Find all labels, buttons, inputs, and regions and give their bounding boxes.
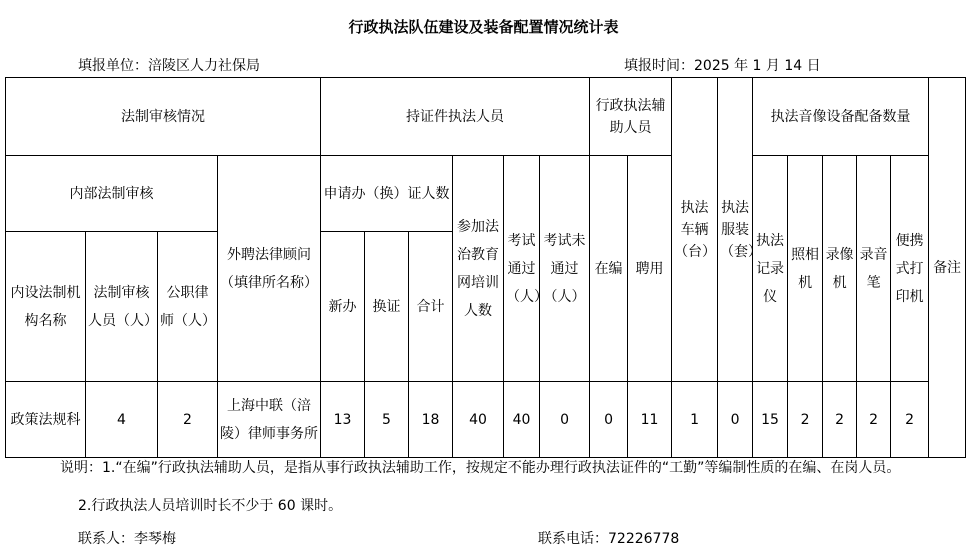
cell-exam-pass: 40 [504,382,540,458]
contact-phone: 联系电话：72226778 [538,531,680,547]
header-cert-staff: 持证件执法人员 [321,78,590,156]
cell-review-staff: 4 [86,382,158,458]
cell-audio-pen: 2 [857,382,891,458]
cell-total: 18 [409,382,453,458]
page-title: 行政执法队伍建设及装备配置情况统计表 [348,18,619,36]
cell-training: 40 [453,382,504,458]
header-in-staff: 在编 [590,156,628,382]
header-legal-review: 法制审核情况 [6,78,321,156]
cell-recorder: 15 [753,382,788,458]
contact-person: 联系人：李琴梅 [78,531,176,547]
header-printer: 便携式打印机 [891,156,929,382]
cell-printer: 2 [891,382,929,458]
cell-external-counsel: 上海中联（涪陵）律师事务所 [218,382,321,458]
report-time: 填报时间：2025 年 1 月 14 日 [624,58,821,74]
header-exam-pass: 考试通过（人） [504,156,540,382]
report-unit: 填报单位：涪陵区人力社保局 [78,58,260,74]
cell-hired: 11 [628,382,672,458]
header-av-equipment: 执法音像设备配备数量 [753,78,929,156]
header-renew-cert: 换证 [365,232,409,382]
header-audio-pen: 录音笔 [857,156,891,382]
header-dept-name: 内设法制机构名称 [6,232,86,382]
cell-uniform: 0 [718,382,753,458]
note-line-1: 说明：1.“在编”行政执法辅助人员，是指从事行政执法辅助工作，按规定不能办理行政执法证件的“工勤”等编制性质的在编、在岗人员。 [60,460,901,476]
header-vehicles: 执法车辆（台） [672,78,718,382]
header-total: 合计 [409,232,453,382]
cell-exam-fail: 0 [540,382,590,458]
header-exam-fail: 考试未通过（人） [540,156,590,382]
header-aux-staff: 行政执法辅助人员 [590,78,672,156]
header-review-staff: 法制审核人员（人） [86,232,158,382]
header-camera: 照相机 [788,156,823,382]
header-uniform: 执法服装（套） [718,78,753,382]
header-training: 参加法治教育网培训人数 [453,156,504,382]
note-line-2: 2.行政执法人员培训时长不少于 60 课时。 [78,498,343,514]
header-new-cert: 新办 [321,232,365,382]
cell-dept-name: 政策法规科 [6,382,86,458]
header-apply-cert: 申请办（换）证人数 [321,156,453,232]
header-remark: 备注 [929,78,966,458]
header-hired: 聘用 [628,156,672,382]
cell-renew-cert: 5 [365,382,409,458]
header-recorder: 执法记录仪 [753,156,788,382]
header-video: 录像机 [823,156,857,382]
cell-in-staff: 0 [590,382,628,458]
statistics-table [5,77,966,458]
header-internal-review: 内部法制审核 [6,156,218,232]
cell-video: 2 [823,382,857,458]
cell-vehicles: 1 [672,382,718,458]
cell-new-cert: 13 [321,382,365,458]
cell-camera: 2 [788,382,823,458]
header-public-lawyer: 公职律师（人） [158,232,218,382]
cell-public-lawyer: 2 [158,382,218,458]
header-external-counsel: 外聘法律顾问（填律所名称） [218,156,321,382]
